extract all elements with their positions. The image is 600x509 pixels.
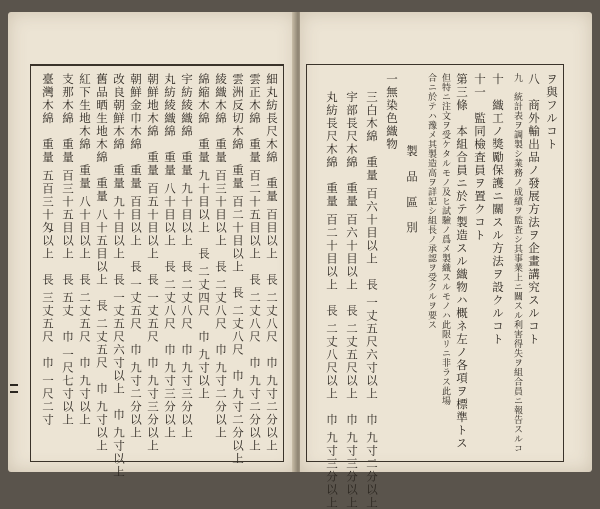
article-item: [474, 73, 486, 242]
item-number: 十一: [473, 73, 487, 99]
product-length: 長 二丈八尺: [214, 260, 228, 331]
product-name: 紅下生地木綿: [78, 73, 92, 151]
product-length: 長 二丈八尺以上: [325, 304, 339, 401]
product-width: 巾 一尺七寸以上: [61, 330, 75, 427]
product-weight: 重量 百目以上: [265, 177, 279, 261]
item-text: 合ニ於テハ豫メ其製造高ヲ詳記シ組長ノ承認ヲ受クルヲ要ス: [426, 73, 436, 330]
product-weight: 重量 百目以上: [129, 164, 143, 248]
product-width: 巾 九寸二分以上: [231, 369, 245, 466]
article-proviso: [440, 73, 449, 406]
product-weight: 重量 百二十五目以上: [248, 138, 262, 261]
product-length: 長 二丈八尺: [265, 273, 279, 344]
product-width: 巾 九寸二分以上: [248, 356, 262, 453]
product-weight: 重量 九十目以上: [197, 138, 211, 235]
product-width: 巾 九寸以上: [95, 382, 109, 453]
product-weight: 重量 百六十目以上: [345, 182, 359, 292]
product-name: 宇紡綾織綿: [180, 73, 194, 138]
item-text: 本組合員ニ於テ製造スル織物ハ概ネ左ノ各項ヲ標準トス: [455, 125, 469, 450]
item-number: 九: [512, 73, 522, 83]
product-width: 巾 九寸三分以上: [180, 343, 194, 440]
product-weight: 重量 八十目以上: [78, 164, 92, 261]
product-length: 長 二丈五尺: [78, 273, 92, 344]
product-length: 長 二丈四尺: [197, 247, 211, 318]
table-row: [366, 91, 378, 509]
product-width: 巾 九寸三分以上: [345, 413, 359, 509]
product-width: 巾 九寸以上: [78, 356, 92, 427]
product-width: 巾 九寸二分以上: [265, 356, 279, 453]
product-weight: 重量 五百三十匁以上: [41, 138, 55, 261]
product-weight: 重量 百二十目以上: [231, 164, 245, 274]
product-length: 長 一丈五尺: [129, 260, 143, 331]
page-edge-mark: [10, 384, 18, 393]
product-name: 三白木綿: [365, 91, 379, 143]
table-row: [113, 73, 125, 478]
product-name: 舊品晒生地木綿: [95, 73, 109, 164]
table-row: [198, 73, 210, 400]
product-length: 長 一丈五尺: [146, 273, 160, 344]
table-row: [130, 73, 142, 439]
product-length: 長 二丈八尺: [231, 286, 245, 357]
table-row: [215, 73, 227, 439]
section-title: 製品區別: [405, 145, 419, 247]
item-number: 第三條: [455, 73, 469, 112]
continued-line: ヲ與フルコト: [545, 73, 559, 151]
item-number: 十: [491, 73, 505, 86]
product-weight: 重量 八十目以上: [163, 151, 177, 248]
product-length: 長 三丈五尺: [41, 273, 55, 344]
item-text: 商外輸出品ノ發展方法ヲ企畫講究スルコト: [527, 99, 541, 346]
product-name: 細丸紡長尺木綿: [265, 73, 279, 164]
article-item: [492, 73, 504, 346]
article-item: [512, 73, 521, 453]
product-weight: 重量 九十目以上: [180, 151, 194, 248]
table-row: [326, 91, 338, 509]
article-item: [528, 73, 540, 346]
right-page-frame: [306, 64, 564, 509]
product-length: 長 二丈八尺: [248, 273, 262, 344]
product-length: 長 一丈五尺六寸以上: [365, 278, 379, 401]
product-name: 雲正木綿: [248, 73, 262, 125]
product-weight: 重量 八十五目以上: [95, 177, 109, 287]
product-name: 支那木綿: [61, 73, 75, 125]
product-name: 朝鮮金巾木綿: [129, 73, 143, 151]
product-width: 巾 九寸二分以上: [129, 343, 143, 440]
product-length: 長 二丈八尺: [163, 260, 177, 331]
table-row: [181, 73, 193, 439]
product-name: 雲洲反切木綿: [231, 73, 245, 151]
product-weight: 重量 九十目以上: [112, 164, 126, 261]
product-weight: 重量 百三十五目以上: [61, 138, 75, 261]
left-page-table: [30, 64, 284, 479]
item-text: 統計表ヲ調製シ業務ノ成績ヲ監査シ其事業上ニ關スル利害得失ヲ組合員ニ報告スルコ: [512, 92, 522, 453]
product-width: 巾 一尺二寸: [41, 356, 55, 427]
product-name: 丸紡綾織綿: [163, 73, 177, 138]
table-row: [147, 73, 159, 452]
product-width: 巾 九寸二分以上: [214, 343, 228, 440]
product-width: 巾 九寸以上: [112, 408, 126, 479]
product-name: 綿縮木綿: [197, 73, 211, 125]
product-name: 改良朝鮮木綿: [112, 73, 126, 151]
product-width: 巾 九寸以上: [197, 330, 211, 401]
product-name: 宇部長尺木綿: [345, 91, 359, 169]
item-text: 但特ニ注文ヲ受ケタルモノ及ヒ試驗ノ爲メ製織スルモノハ此限リニ非ラス此場: [440, 73, 450, 406]
product-length: 長 五丈: [61, 273, 75, 318]
article-item: [456, 73, 468, 450]
table-row: [164, 73, 176, 439]
product-width: 巾 九寸三分以上: [325, 413, 339, 509]
product-weight: 重量 百五十目以上: [146, 151, 160, 261]
product-name: 綾織木綿: [214, 73, 228, 125]
table-row: [266, 73, 278, 452]
item-text: 監同檢査員ヲ置クコト: [473, 112, 487, 242]
article-proviso: [426, 73, 435, 330]
item-number: 八: [527, 73, 541, 86]
category-heading: 一無染色織物: [385, 73, 399, 151]
table-row: [42, 73, 54, 426]
product-weight: 重量 百三十目以上: [214, 138, 228, 248]
product-name: 丸紡長尺木綿: [325, 91, 339, 169]
product-width: 巾 九寸三分以上: [163, 343, 177, 440]
product-length: 長 二丈五尺以上: [345, 304, 359, 401]
right-page: [300, 12, 592, 509]
left-page: [8, 12, 296, 479]
table-row: [96, 73, 108, 452]
table-row: [346, 91, 358, 509]
product-weight: 重量 百六十目以上: [365, 156, 379, 266]
product-weight: 重量 百二十目以上: [325, 182, 339, 292]
product-name: 臺灣木綿: [41, 73, 55, 125]
product-length: 長 一丈五尺六寸以上: [112, 273, 126, 396]
product-name: 朝鮮地木綿: [146, 73, 160, 138]
table-row: [79, 73, 91, 426]
product-length: 長 二丈五尺: [95, 299, 109, 370]
item-text: 織工ノ獎勵保護ニ關スル方法ヲ設クルコト: [491, 99, 505, 346]
table-row: [62, 73, 74, 426]
product-length: 長 二丈八尺: [180, 260, 194, 331]
product-width: 巾 九寸三分以上: [146, 356, 160, 453]
product-width: 巾 九寸二分以上: [365, 413, 379, 509]
table-row: [232, 73, 244, 465]
table-row: [249, 73, 261, 452]
